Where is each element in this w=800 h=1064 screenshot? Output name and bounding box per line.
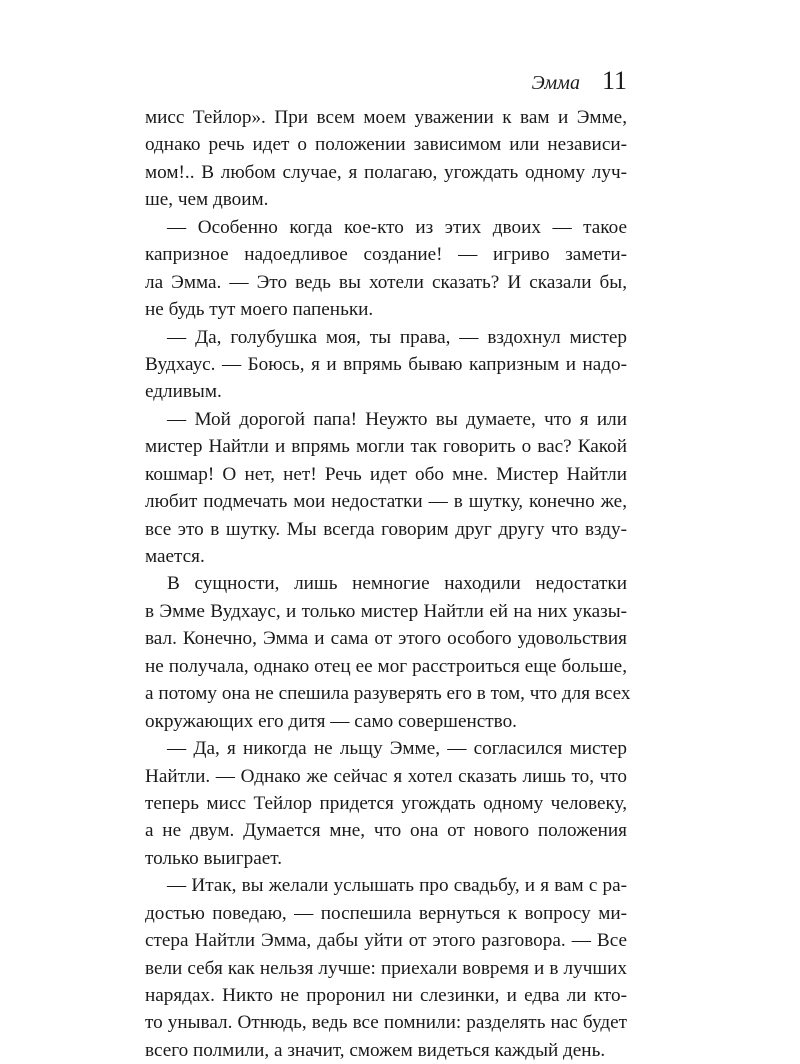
paragraph bbox=[145, 406, 627, 571]
paragraph bbox=[145, 104, 627, 214]
text-line: вели себя как нельзя лучше: приехали вовремя и в лучших bbox=[145, 957, 627, 979]
text-line: В сущности, лишь немногие находили недостатки bbox=[167, 573, 627, 595]
text-line: не будь тут моего папеньки. bbox=[145, 299, 374, 321]
body-text bbox=[145, 104, 631, 1064]
text-line: а не двум. Думается мне, что она от нового положения bbox=[145, 820, 627, 842]
text-line: достью поведаю, — поспешила вернуться к вопросу ми- bbox=[145, 902, 627, 924]
text-line: не получала, однако отец ее мог расстроиться еще больше, bbox=[145, 655, 627, 677]
text-line: — Мой дорогой папа! Неужто вы думаете, что я или bbox=[167, 408, 627, 430]
text-line: — Итак, вы желали услышать про свадьбу, и я вам с ра- bbox=[167, 875, 627, 897]
text-line: мисс Тейлор». При всем моем уважении к вам и Эмме, bbox=[145, 107, 627, 128]
paragraph bbox=[145, 214, 627, 324]
text-line: — Особенно когда кое-кто из этих двоих — такое bbox=[167, 216, 627, 238]
text-line: мистер Найтли и впрямь могли так говорить о вас? Какой bbox=[145, 436, 627, 458]
text-line: однако речь идет о положении зависимом или независи- bbox=[145, 134, 627, 156]
text-line: кошмар! О нет, нет! Речь идет обо мне. Мистер Найтли bbox=[145, 463, 627, 485]
text-line: стера Найтли Эмма, дабы уйти от этого разговора. — Все bbox=[145, 930, 627, 952]
text-line: только выиграет. bbox=[145, 847, 282, 869]
paragraph bbox=[145, 570, 631, 735]
text-line: Вудхаус. — Боюсь, я и впрямь бываю капризным и надо- bbox=[145, 353, 627, 375]
text-line: в Эмме Вудхаус, и только мистер Найтли ей на них указы- bbox=[145, 600, 627, 622]
text-line: капризное надоедливое создание! — игриво замети- bbox=[145, 244, 627, 266]
text-line: мом!.. В любом случае, я полагаю, угождать одному луч- bbox=[145, 161, 627, 183]
text-line: всего полмили, а значит, сможем видеться каждый день. bbox=[145, 1039, 606, 1061]
text-line: Найтли. — Однако же сейчас я хотел сказать лишь то, что bbox=[145, 765, 627, 787]
running-title: Эмма bbox=[531, 72, 580, 94]
text-line: все это в шутку. Мы всегда говорим друг другу что взду- bbox=[145, 518, 627, 540]
text-line: нарядах. Никто не проронил ни слезинки, и едва ли кто- bbox=[145, 985, 627, 1006]
text-line: то унывал. Отнюдь, ведь все помнили: разделять нас будет bbox=[145, 1012, 627, 1034]
text-line: окружающих его дитя — само совершенство. bbox=[145, 710, 517, 732]
text-line: ше, чем двоим. bbox=[145, 189, 269, 211]
paragraph bbox=[145, 735, 627, 872]
text-line: — Да, голубушка моя, ты права, — вздохнул мистер bbox=[167, 326, 627, 348]
text-line: ла Эмма. — Это ведь вы хотели сказать? И сказали бы, bbox=[145, 271, 627, 293]
text-line: едливым. bbox=[145, 381, 222, 403]
text-line: теперь мисс Тейлор придется угождать одному человеку, bbox=[145, 792, 627, 814]
paragraph bbox=[145, 872, 627, 1064]
paragraph bbox=[145, 324, 627, 406]
text-line: а потому она не спешила разуверять его в том, что для всех bbox=[145, 683, 631, 705]
page-header bbox=[145, 66, 627, 96]
text-line: вал. Конечно, Эмма и сама от этого особого удовольствия bbox=[145, 628, 627, 650]
text-line: любит подмечать мои недостатки — в шутку, конечно же, bbox=[145, 491, 627, 513]
text-line: мается. bbox=[145, 546, 205, 567]
page-number: 11 bbox=[601, 66, 627, 95]
text-line: — Да, я никогда не льщу Эмме, — согласился мистер bbox=[167, 738, 627, 760]
